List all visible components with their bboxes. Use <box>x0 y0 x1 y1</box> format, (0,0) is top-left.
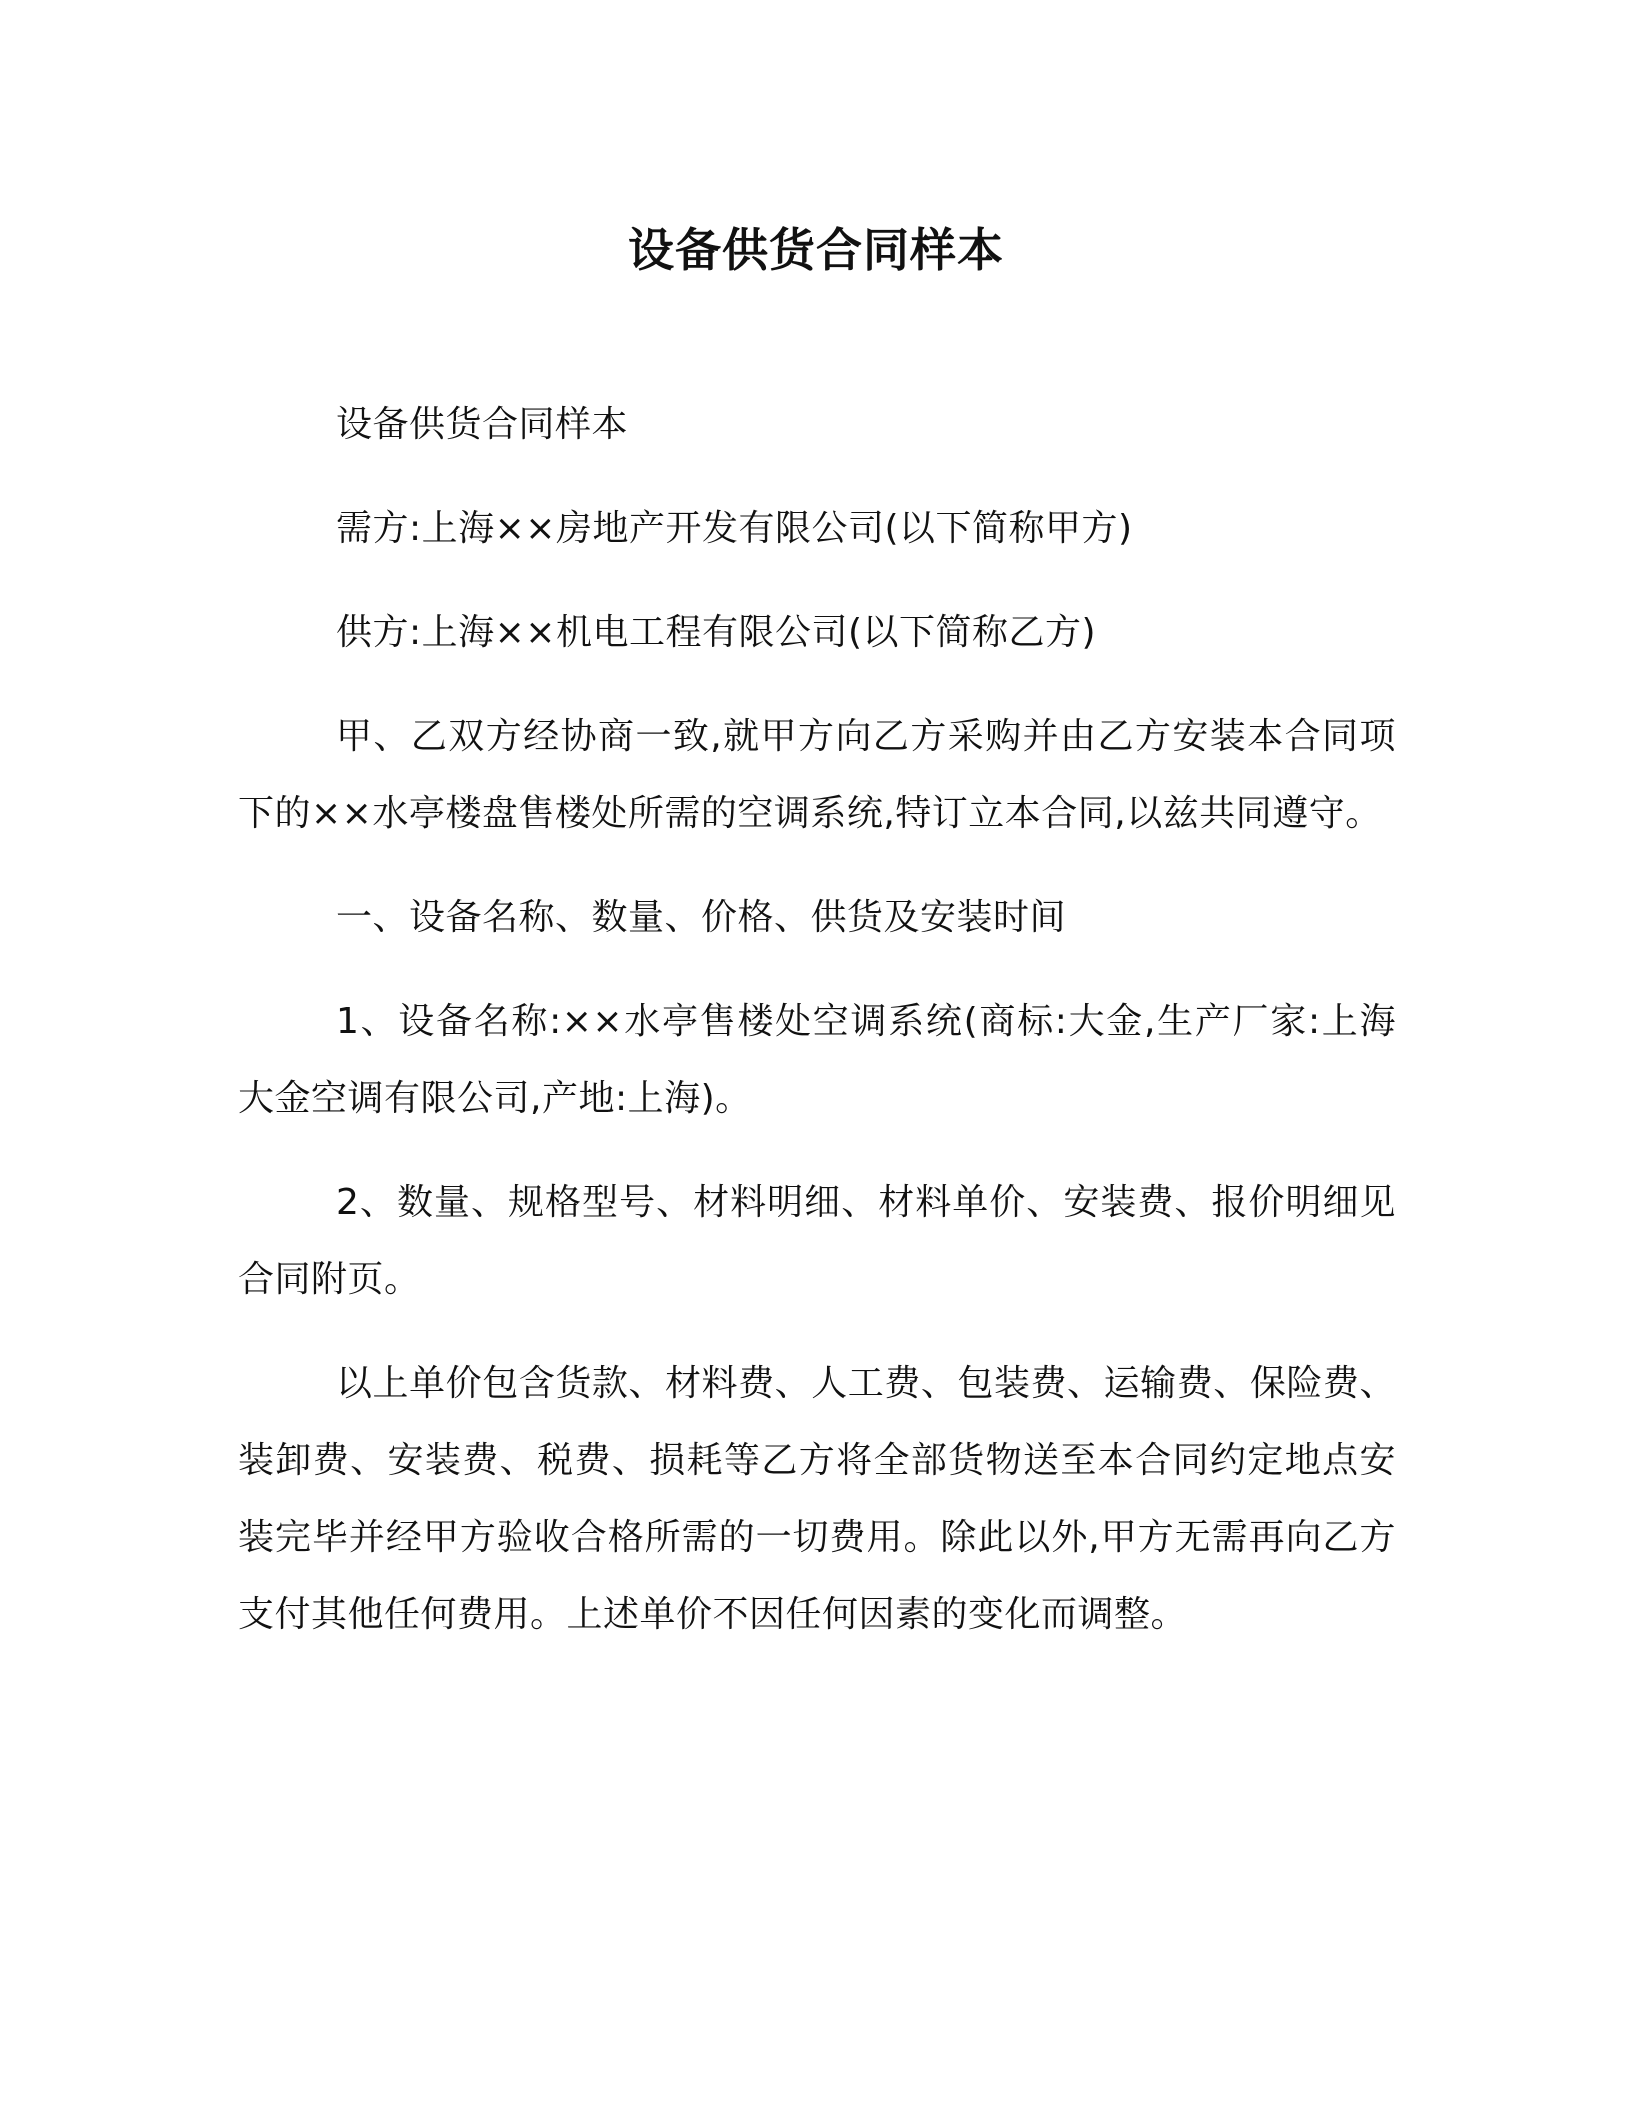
body-paragraph-price-terms: 以上单价包含货款、材料费、人工费、包装费、运输费、保险费、装卸费、安装费、税费、损耗等乙方将全部货物送至本合同约定地点安装完毕并经甲方验收合格所需的一切费用。除此以外,甲方无需再向乙方支付其他任何费用。上述单价不因任何因素的变化而调整。 <box>238 1363 1396 1635</box>
clause-1-equipment-name: 1、设备名称:××水亭售楼处空调系统(商标:大金,生产厂家:上海大金空调有限公司,产地:上海)。 <box>238 1001 1396 1119</box>
body-paragraph-agreement: 甲、乙双方经协商一致,就甲方向乙方采购并由乙方安装本合同项下的××水亭楼盘售楼处所需的空调系统,特订立本合同,以兹共同遵守。 <box>238 716 1396 834</box>
document-title: 设备供货合同样本 <box>628 223 1004 277</box>
document-body <box>238 386 1396 1680</box>
body-paragraph-supplier: 供方:上海××机电工程有限公司(以下简称乙方) <box>336 612 1097 653</box>
body-paragraph-subtitle: 设备供货合同样本 <box>336 404 629 445</box>
section-heading-1: 一、设备名称、数量、价格、供货及安装时间 <box>336 897 1067 938</box>
clause-2-quantity-spec: 2、数量、规格型号、材料明细、材料单价、安装费、报价明细见合同附页。 <box>238 1182 1396 1300</box>
body-paragraph-buyer: 需方:上海××房地产开发有限公司(以下简称甲方) <box>336 508 1133 549</box>
